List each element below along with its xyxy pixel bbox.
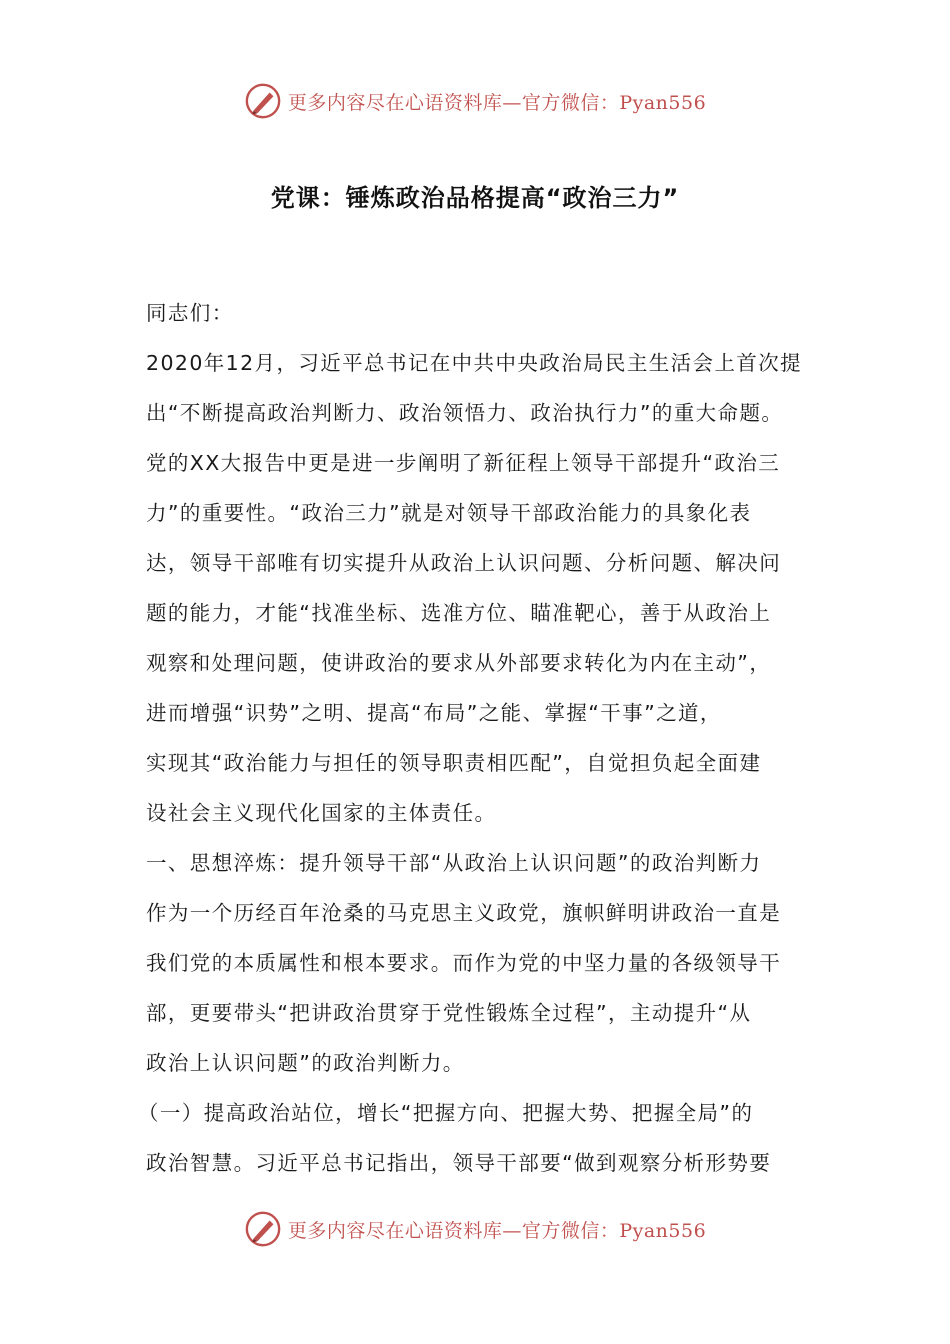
text-line: 达，领导干部唯有切实提升从政治上认识问题、分析问题、解决问 bbox=[146, 551, 782, 575]
banner-text: 更多内容尽在心语资料库—官方微信：Pyan556 bbox=[287, 1219, 707, 1242]
text-line: 出“不断提高政治判断力、政治领悟力、政治执行力”的重大命题。 bbox=[146, 401, 784, 425]
subsection-line: （一）提高政治站位，增长“把握方向、把握大势、把握全局”的 bbox=[138, 1101, 754, 1125]
text-line: 力”的重要性。“政治三力”就是对领导干部政治能力的具象化表 bbox=[146, 501, 752, 525]
footer-banner bbox=[0, 1204, 950, 1254]
text-line: 设社会主义现代化国家的主体责任。 bbox=[146, 801, 497, 825]
text-line: 2020年12月，习近平总书记在中共中央政治局民主生活会上首次提 bbox=[146, 351, 803, 375]
text-line: 政治智慧。习近平总书记指出，领导干部要“做到观察分析形势要 bbox=[146, 1151, 772, 1175]
text-line: 我们党的本质属性和根本要求。而作为党的中坚力量的各级领导干 bbox=[146, 951, 782, 975]
text-line: 作为一个历经百年沧桑的马克思主义政党，旗帜鲜明讲政治一直是 bbox=[146, 901, 782, 925]
text-line: 题的能力，才能“找准坐标、选准方位、瞄准靶心，善于从政治上 bbox=[146, 601, 772, 625]
text-line: 部，更要带头“把讲政治贯穿于党性锻炼全过程”，主动提升“从 bbox=[146, 1001, 752, 1025]
text-line: 政治上认识问题”的政治判断力。 bbox=[146, 1051, 465, 1075]
pen-logo-icon bbox=[244, 82, 282, 120]
text-line: 党的XX大报告中更是进一步阐明了新征程上领导干部提升“政治三 bbox=[146, 451, 781, 475]
section-heading: 一、思想淬炼：提升领导干部“从政治上认识问题”的政治判断力 bbox=[146, 851, 762, 875]
document-body bbox=[138, 288, 826, 1188]
text-line: 进而增强“识势”之明、提高“布局”之能、掌握“干事”之道， bbox=[146, 701, 722, 725]
text-line: 实现其“政治能力与担任的领导职责相匹配”，自觉担负起全面建 bbox=[146, 751, 762, 775]
header-banner bbox=[0, 76, 950, 126]
pen-logo-icon bbox=[244, 1210, 282, 1248]
text-line: 同志们： bbox=[146, 301, 234, 325]
document-title: 党课：锤炼政治品格提高“政治三力” bbox=[270, 184, 680, 212]
text-line: 观察和处理问题，使讲政治的要求从外部要求转化为内在主动”， bbox=[146, 651, 772, 675]
banner-text: 更多内容尽在心语资料库—官方微信：Pyan556 bbox=[287, 91, 707, 114]
